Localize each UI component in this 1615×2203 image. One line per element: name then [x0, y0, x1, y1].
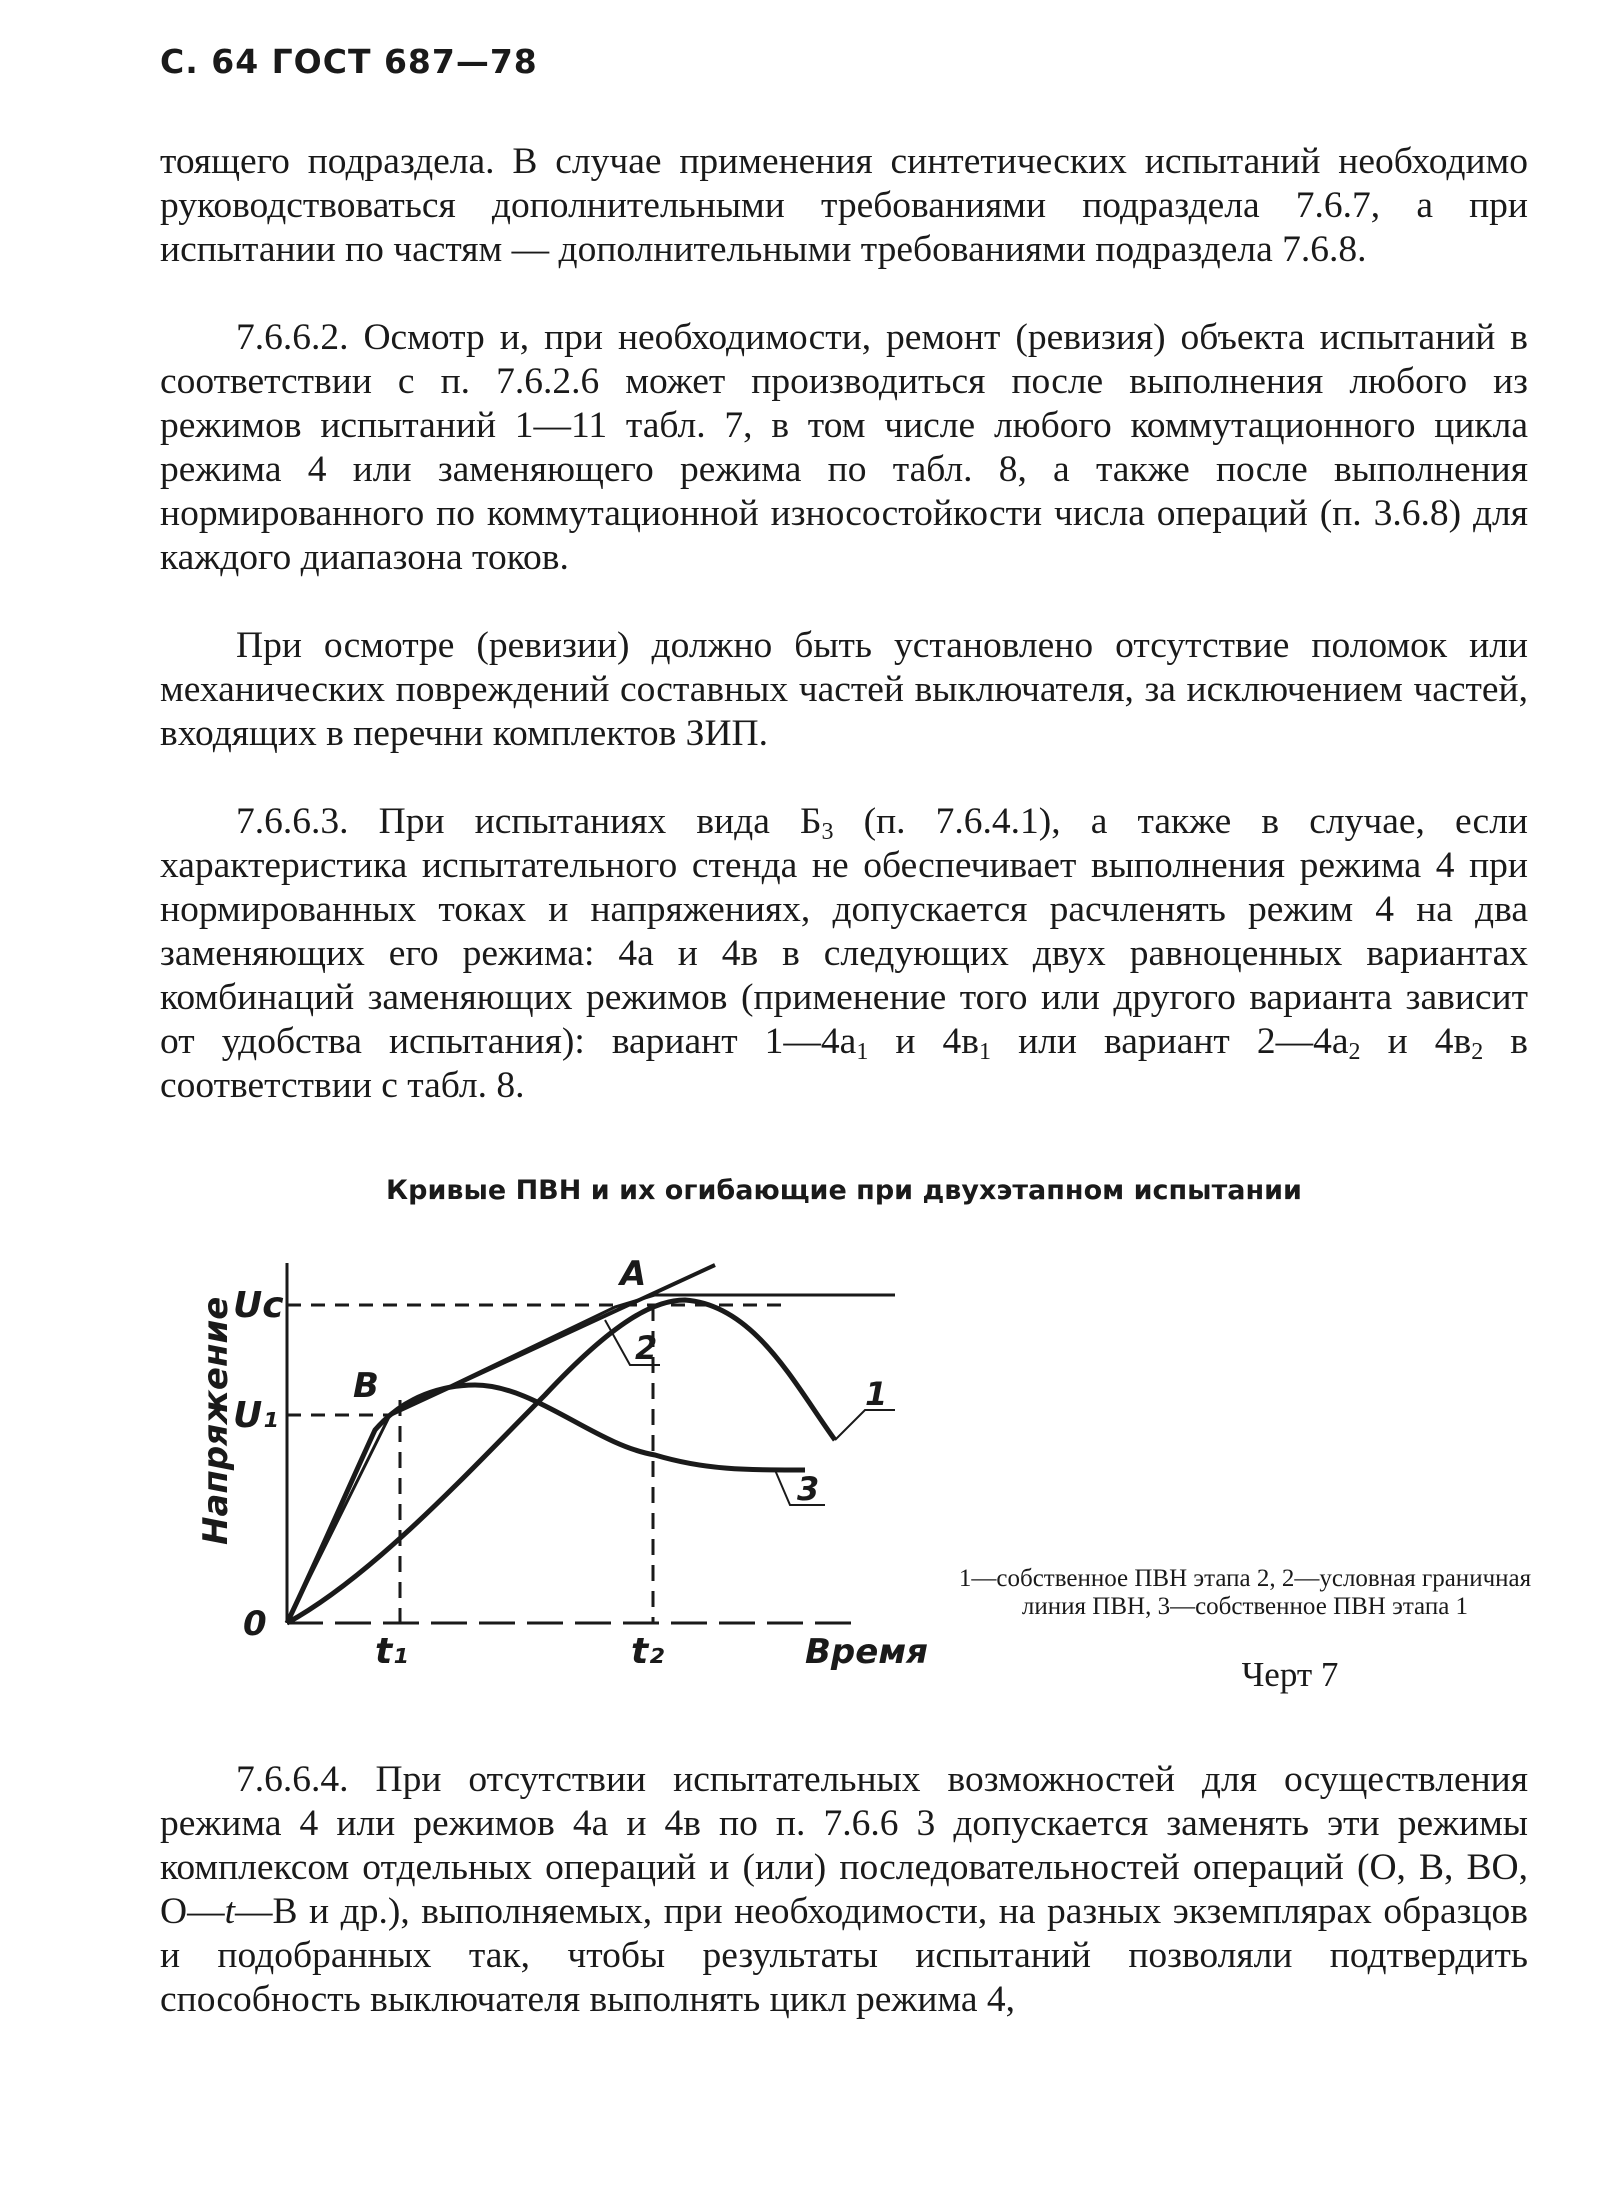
text-run: и 4в: [868, 1021, 980, 1062]
subscript: 1: [856, 1039, 869, 1065]
origin-label: 0: [243, 1604, 267, 1644]
subscript: 2: [1348, 1039, 1361, 1065]
x-tick-t1: t₁: [375, 1631, 408, 1672]
curve-1: [287, 1300, 835, 1623]
paragraph-continuation: тоящего подраздела. В случае применения синтетических испытаний необходимо руководствоваться дополнительными требованиями подраздела 7.6.7, а при испытании по частям — дополнительными требованиями подраздела 7.6.8.: [160, 141, 1528, 270]
paragraph-7-6-6-3: [160, 800, 1528, 1108]
figure-title: Кривые ПВН и их огибающие при двухэтапном испытании: [386, 1175, 1302, 1206]
point-a-label: A: [620, 1254, 647, 1294]
subscript: 2: [1471, 1039, 1484, 1065]
point-b-label: B: [353, 1366, 379, 1406]
text-run: и 4в: [1360, 1021, 1472, 1062]
y-tick-u1: U₁: [233, 1395, 278, 1436]
curve-2-boundary: [287, 1295, 895, 1623]
text-run: в соответствии с табл. 8.: [160, 1021, 1528, 1106]
curve-1-label: 1: [865, 1375, 888, 1413]
text-run: —В и др.), выполняемых, при необходимости, на разных экземплярах образцов и подобранных так, чтобы результаты испытаний позволяли подтвердить способность выключателя выполнять цикл режима 4,: [160, 1891, 1528, 2020]
curve-3: [287, 1385, 805, 1623]
x-axis-label: Время: [805, 1632, 928, 1672]
pvn-chart: [175, 1245, 935, 1690]
figure-legend: 1—собственное ПВН этапа 2, 2—условная граничная линия ПВН, 3—собственное ПВН этапа 1: [958, 1565, 1532, 1620]
italic-t: t: [224, 1891, 236, 1932]
curve-3-label: 3: [797, 1470, 820, 1508]
subscript: 1: [979, 1039, 992, 1065]
paragraph-inspection: При осмотре (ревизии) должно быть установлено отсутствие поломок или механических повреждений составных частей выключателя, за исключением частей, входящих в перечни комплектов ЗИП.: [160, 625, 1528, 754]
page-header: С. 64 ГОСТ 687—78: [160, 42, 538, 81]
y-axis-label: Напряжение: [196, 1296, 236, 1545]
text-run: 7.6.6.4. При отсутствии испытательных возможностей для осуществления режима 4 или режимов 4а и 4в по п. 7.6.6 3 допускается заменять эти режимы комплексом отдельных операций и (или) последовательностей операций (О, В, ВО, О—: [160, 1759, 1528, 1932]
subscript: 3: [821, 819, 834, 845]
y-tick-uc: Uc: [233, 1285, 284, 1326]
paragraph-7-6-6-4: [160, 1758, 1528, 2022]
paragraph-7-6-6-2: 7.6.6.2. Осмотр и, при необходимости, ремонт (ревизия) объекта испытаний в соответствии с п. 7.6.2.6 может производиться после выполнения любого из режимов испытаний 1—11 табл. 7, в том числе любого коммутационного цикла режима 4 или заменяющего режима по табл. 8, а также после выполнения нормированного по коммутационной износостойкости числа операций (п. 3.6.8) для каждого диапазона токов.: [160, 317, 1528, 578]
x-tick-t2: t₂: [631, 1631, 664, 1672]
envelope-tangent: [390, 1265, 715, 1415]
curve-2-label: 2: [635, 1329, 658, 1367]
leader-1: [835, 1410, 895, 1440]
text-run: или вариант 2—4а: [991, 1021, 1349, 1062]
text-run: (п. 7.6.4.1), а также в случае, если характеристика испытательного стенда не обеспечивает выполнения режима 4 при нормированных токах и напряжениях, допускается расчленять режим 4 на два заменяющих его режима: 4а и 4в в следующих двух равноценных вариантах комбинаций заменяющих режимов (применение того или другого варианта зависит от удобства испытания): вариант 1—4а: [160, 801, 1528, 1062]
text-run: 7.6.6.3. При испытаниях вида Б: [236, 801, 822, 842]
figure-number: Черт 7: [1241, 1655, 1339, 1694]
